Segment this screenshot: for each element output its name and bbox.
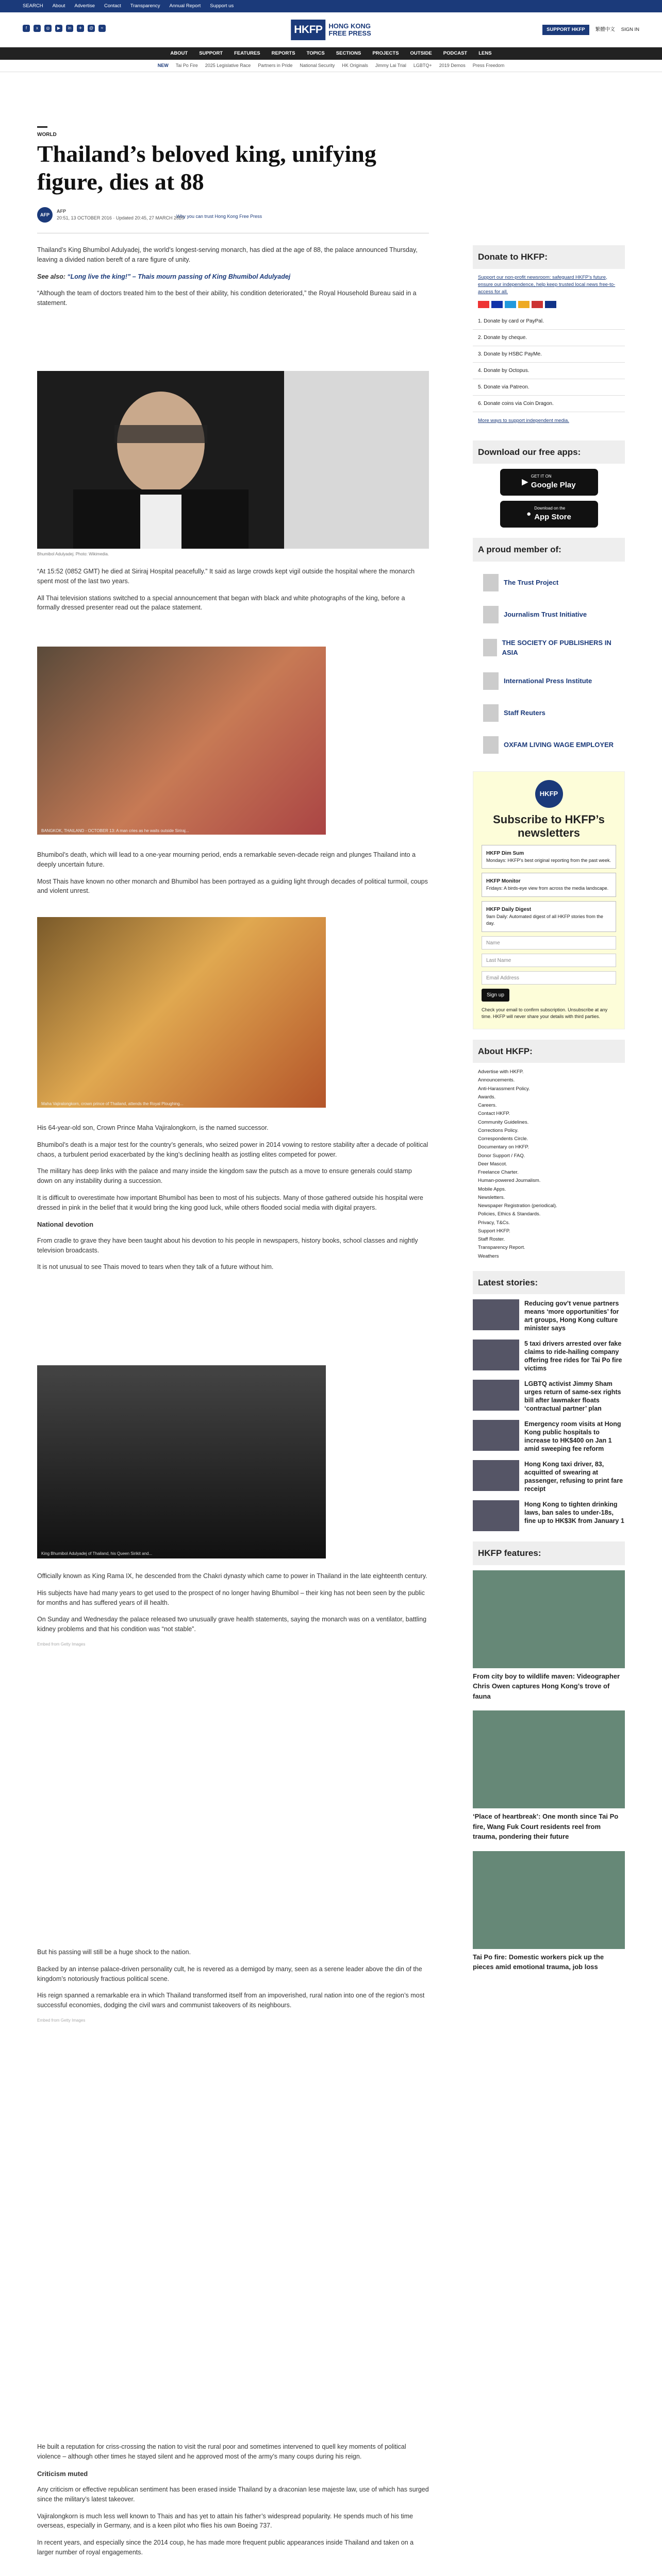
- paragraph: Vajiralongkorn is much less well known to Thais and has yet to attain his father’s widespread popularity. He spends much of his time overseas, especially in Germany, and is a keen pilot who flies his own Boeing 737.: [37, 2512, 413, 2530]
- trend-link[interactable]: National Security: [300, 62, 335, 68]
- trend-link[interactable]: Tai Po Fire: [175, 62, 198, 68]
- paragraph: He built a reputation for criss-crossing the nation to visit the rural poor and sometimes intervened to quell key moments of political violence – although other times he stayed silent and he approved most of the army’s many coups during his reign.: [37, 2443, 406, 2460]
- mastercard-icon: [478, 301, 489, 308]
- photo-caption: King Bhumibol Adulyadej of Thailand, his Queen Sirikit and...: [41, 1551, 153, 1556]
- language-link[interactable]: 繁體中文: [595, 27, 615, 32]
- member-logo[interactable]: THE SOCIETY OF PUBLISHERS IN ASIA: [473, 631, 625, 665]
- about-link[interactable]: Policies, Ethics & Standards.: [478, 1211, 541, 1217]
- article-body-5: [37, 1571, 429, 1655]
- apps-heading: Download our free apps:: [473, 440, 625, 464]
- linkedin-icon[interactable]: in: [66, 25, 73, 32]
- about-link[interactable]: Newsletters.: [478, 1194, 505, 1200]
- paragraph: All Thai television stations switched to a special announcement that began with black and white photographs of the king, before a formally dressed presenter read out the palace statement.: [37, 594, 405, 612]
- features-heading: HKFP features:: [473, 1541, 625, 1565]
- hkfp-logo-icon: HKFP: [535, 780, 563, 808]
- byline: [37, 207, 184, 223]
- site-logo[interactable]: HKFP HONG KONG FREE PRESS: [291, 20, 371, 40]
- feature-title[interactable]: ‘Place of heartbreak’: One month since Tai Po fire, Wang Fuk Court residents reel from trauma, pondering their future: [473, 1812, 619, 1841]
- support-hkfp-button[interactable]: SUPPORT HKFP: [542, 25, 589, 35]
- nav-lens[interactable]: LENS: [478, 50, 492, 56]
- paragraph: Bhumibol’s death is a major test for the country’s generals, who seized power in 2014 vowing to restore stability after a decade of political chaos, a turbulent period exacerbated by the king’s declining health as jostling elites competed for power.: [37, 1141, 428, 1158]
- main-nav: [0, 47, 662, 60]
- jcb-icon: [532, 301, 543, 308]
- paragraph: Thailand’s King Bhumibol Adulyadej, the world’s longest-serving monarch, has died at the age of 88, the palace announced Thursday, leaving a divided nation bereft of a rare figure of unity.: [37, 246, 418, 263]
- topbar-annual-report[interactable]: Annual Report: [169, 3, 201, 9]
- about-link[interactable]: Privacy, T&Cs.: [478, 1219, 510, 1226]
- about-link[interactable]: Contact HKFP.: [478, 1111, 510, 1117]
- jti-icon: [483, 606, 499, 623]
- donate-heading: Donate to HKFP:: [473, 245, 625, 269]
- donate-option[interactable]: 3. Donate by HSBC PayMe.: [473, 346, 625, 363]
- article-date: 20:51, 13 OCTOBER 2016 · Updated 20:45, 27 MARCH 2020: [57, 215, 184, 221]
- paragraph: His subjects have had many years to get used to the prospect of no longer having Bhumibol – their king has not been seen by the public for months and has suffered years of ill health.: [37, 1589, 425, 1606]
- donate-text-link[interactable]: Support our non-profit newsroom: safeguard HKFP’s future, ensure our independence, help keep trusted local news free-to-access for all.: [478, 274, 616, 295]
- paragraph: Most Thais have known no other monarch and Bhumibol has been portrayed as a guiding light through decades of political turmoil, coups and violent unrest.: [37, 877, 428, 895]
- sidebar: [473, 245, 625, 1981]
- trend-link[interactable]: 2019 Demos: [439, 62, 466, 68]
- topbar-support[interactable]: Support us: [210, 3, 234, 9]
- about-list: [473, 1068, 625, 1261]
- about-link[interactable]: Mobile Apps.: [478, 1186, 506, 1192]
- paragraph: His reign spanned a remarkable era in which Thailand transformed itself from an impoverished, rural nation into one of the region’s most successful economies, dodging the civil wars and communist takeovers of its neighbours.: [37, 1992, 425, 2009]
- nav-about[interactable]: ABOUT: [170, 50, 188, 56]
- mourner-photo: [37, 647, 326, 835]
- paragraph: “Although the team of doctors treated him to the best of their ability, his condition deteriorated,” the Royal Household Bureau said in a statement.: [37, 290, 417, 307]
- paragraph: From cradle to grave they have been taught about his devotion to his people in newspapers, history books, school classes and nightly television broadcasts.: [37, 1236, 418, 1254]
- feature-thumbnail[interactable]: [473, 1710, 625, 1808]
- payment-icons: [473, 296, 625, 313]
- name-field[interactable]: Name: [482, 936, 616, 950]
- trend-link[interactable]: Press Freedom: [472, 62, 505, 68]
- topbar-contact[interactable]: Contact: [104, 3, 121, 9]
- paragraph: “At 15:52 (0852 GMT) he died at Siriraj Hospital peacefully.” It said as large crowds kept vigil outside the hospital where the monarch spent most of the last two years.: [37, 568, 415, 585]
- trend-link[interactable]: HK Originals: [342, 62, 368, 68]
- paragraph: Backed by an intense palace-driven personality cult, he is revered as a demigod by many, seen as a serene leader above the din of the kingdom’s notoriously fractious political scene.: [37, 1965, 422, 1982]
- article-title: Thailand’s beloved king, unifying figure, dies at 88: [37, 141, 376, 195]
- paypal-icon: [545, 301, 556, 308]
- article-body-7: [37, 2442, 429, 2565]
- about-link[interactable]: Freelance Charter.: [478, 1170, 519, 1175]
- article-body-2: [37, 567, 429, 620]
- trend-link[interactable]: 2025 Legislative Race: [205, 62, 251, 68]
- feature-thumbnail[interactable]: [473, 1570, 625, 1668]
- about-link[interactable]: Newspaper Registration (periodical).: [478, 1203, 557, 1209]
- about-link[interactable]: Corrections Policy.: [478, 1127, 519, 1133]
- story-thumbnail[interactable]: [473, 1460, 519, 1491]
- about-link[interactable]: Awards.: [478, 1094, 496, 1100]
- paragraph: But his passing will still be a huge shock to the nation.: [37, 1948, 191, 1956]
- author-avatar: AFP: [37, 207, 53, 223]
- nav-support[interactable]: SUPPORT: [199, 50, 223, 56]
- photo-caption: Maha Vajiralongkorn, crown prince of Thailand, attends the Royal Ploughing...: [41, 1101, 184, 1106]
- section-heading: National devotion: [37, 1221, 94, 1229]
- about-link[interactable]: Documentary on HKFP.: [478, 1144, 529, 1150]
- member-heading: A proud member of:: [473, 538, 625, 562]
- trending-bar: [0, 60, 662, 72]
- features-list: [473, 1570, 625, 1972]
- newsletter-option[interactable]: HKFP Monitor Fridays: A birds-eye view from across the media landscape.: [482, 873, 616, 897]
- story-title[interactable]: LGBTQ activist Jimmy Sham urges return of same-sex rights bill after lawmaker floats ‘contractual partner’ plan: [524, 1380, 621, 1413]
- donate-options: [473, 313, 625, 412]
- member-logo[interactable]: OXFAM LIVING WAGE EMPLOYER: [473, 729, 625, 761]
- nav-features[interactable]: FEATURES: [234, 50, 260, 56]
- topbar-advertise[interactable]: Advertise: [74, 3, 95, 9]
- paragraph: On Sunday and Wednesday the palace released two unusually grave health statements, saying the monarch was on a ventilator, battling kidney problems and that his condition was “not stable”.: [37, 1616, 427, 1633]
- article-body-6: [37, 1947, 429, 2031]
- latest-story[interactable]: [473, 1299, 625, 1332]
- about-link[interactable]: Correspondents Circle.: [478, 1136, 528, 1142]
- threads-icon[interactable]: @: [88, 25, 95, 32]
- category-label[interactable]: WORLD: [37, 132, 57, 138]
- section-heading: Criticism muted: [37, 2469, 88, 2478]
- newsletter-box: [473, 771, 625, 1029]
- king-photo: [37, 371, 429, 549]
- trend-link[interactable]: Jimmy Lai Trial: [375, 62, 406, 68]
- sign-up-button[interactable]: Sign up: [482, 989, 509, 1002]
- more-ways-link[interactable]: More ways to support independent media.: [478, 418, 569, 424]
- about-link[interactable]: Support HKFP.: [478, 1228, 510, 1234]
- about-link[interactable]: Anti-Harassment Policy.: [478, 1086, 530, 1092]
- nav-sections[interactable]: SECTIONS: [336, 50, 361, 56]
- about-link[interactable]: Transparency Report.: [478, 1245, 525, 1251]
- embed-note[interactable]: Embed from Getty Images: [37, 2018, 86, 2023]
- youtube-icon[interactable]: ▶: [55, 25, 62, 32]
- story-title[interactable]: Hong Kong taxi driver, 83, acquitted of swearing at passenger, refusing to print fare receipt: [524, 1461, 623, 1493]
- nav-outside[interactable]: OUTSIDE: [410, 50, 432, 56]
- paragraph: Any criticism or effective republican sentiment has been erased inside Thailand by a draconian lese majeste law, use of which has surged since the military’s latest takeover.: [37, 2486, 429, 2503]
- latest-story[interactable]: [473, 1460, 625, 1493]
- donate-option[interactable]: 5. Donate via Patreon.: [473, 379, 625, 396]
- paragraph: Officially known as King Rama IX, he descended from the Chakri dynasty which came to power in Thailand in the late eighteenth century.: [37, 1572, 427, 1580]
- social-icons: [23, 25, 106, 32]
- apple-icon: ●: [526, 509, 532, 518]
- paragraph: The military has deep links with the palace and many inside the kingdom saw the putsch as a move to ensure generals could stamp down on any instability during a succession.: [37, 1167, 412, 1184]
- king-portrait-illustration: [37, 371, 285, 549]
- site-header: [0, 12, 662, 47]
- article-body-3: [37, 850, 429, 903]
- story-thumbnail[interactable]: [473, 1420, 519, 1451]
- reuters-icon: [483, 704, 499, 722]
- member-logo[interactable]: International Press Institute: [473, 665, 625, 697]
- rss-icon[interactable]: ≈: [98, 25, 106, 32]
- about-heading: About HKFP:: [473, 1040, 625, 1063]
- nav-topics[interactable]: TOPICS: [306, 50, 325, 56]
- newsletter-note: Check your email to confirm subscription. Unsubscribe at any time. HKFP will never share your details with third parties.: [482, 1007, 608, 1019]
- story-thumbnail[interactable]: [473, 1500, 519, 1531]
- newsletter-heading: Subscribe to HKFP’s newsletters: [493, 812, 605, 839]
- trending-label: NEW: [157, 62, 169, 68]
- trust-link[interactable]: Why you can trust Hong Kong Free Press: [176, 214, 262, 219]
- crown-prince-photo: [37, 917, 326, 1108]
- author-name[interactable]: AFP: [57, 208, 66, 214]
- paragraph: In recent years, and especially since the 2014 coup, he has made more frequent public appearances inside Thailand and taken on a larger number of royal engagements.: [37, 2539, 414, 2556]
- email-field[interactable]: Email Address: [482, 971, 616, 985]
- about-link[interactable]: Weathers: [478, 1253, 499, 1259]
- about-link[interactable]: Deer Mascot.: [478, 1161, 507, 1167]
- story-thumbnail[interactable]: [473, 1340, 519, 1370]
- topbar-about[interactable]: About: [52, 3, 65, 9]
- sign-in-link[interactable]: SIGN IN: [621, 27, 639, 32]
- google-play-button[interactable]: ▶ GET IT ON Google Play: [500, 469, 598, 496]
- royal-couple-photo: [37, 1365, 326, 1558]
- paragraph: It is not unusual to see Thais moved to tears when they talk of a future without him.: [37, 1263, 274, 1271]
- oxfam-icon: [483, 736, 499, 754]
- amex-icon: [505, 301, 516, 308]
- latest-heading: Latest stories:: [473, 1271, 625, 1295]
- about-link[interactable]: Community Guidelines.: [478, 1119, 529, 1125]
- member-logo[interactable]: The Trust Project: [473, 567, 625, 599]
- app-store-button[interactable]: ● Download on the App Store: [500, 501, 598, 528]
- photo-caption: Bhumibol Adulyadej. Photo: Wikimedia.: [37, 552, 109, 556]
- member-logo[interactable]: Journalism Trust Initiative: [473, 599, 625, 631]
- about-link[interactable]: Careers.: [478, 1103, 497, 1108]
- about-link[interactable]: Advertise with HKFP.: [478, 1069, 524, 1075]
- story-title[interactable]: Hong Kong to tighten drinking laws, ban sales to under-18s, fine up to HK$3K from January 1: [524, 1501, 624, 1525]
- member-logo[interactable]: Staff Reuters: [473, 697, 625, 729]
- unionpay-icon: [518, 301, 529, 308]
- newsletter-option[interactable]: HKFP Daily Digest 9am Daily: Automated digest of all HKFP stories from the day.: [482, 901, 616, 932]
- facebook-icon[interactable]: f: [23, 25, 30, 32]
- nav-projects[interactable]: PROJECTS: [372, 50, 399, 56]
- trend-link[interactable]: LGBTQ+: [413, 62, 432, 68]
- latest-story[interactable]: [473, 1420, 625, 1453]
- newsletter-option[interactable]: HKFP Dim Sum Mondays: HKFP’s best original reporting from the past week.: [482, 845, 616, 869]
- story-thumbnail[interactable]: [473, 1380, 519, 1411]
- story-title[interactable]: Emergency room visits at Hong Kong public hospitals to increase to HK$400 on Jan 1 amid sweeping fee reform: [524, 1420, 621, 1453]
- latest-story[interactable]: [473, 1340, 625, 1372]
- story-title[interactable]: 5 taxi drivers arrested over fake claims to ride-hailing company offering free rides for Tai Po fire victims: [524, 1340, 622, 1372]
- topbar-transparency[interactable]: Transparency: [130, 3, 160, 9]
- embed-note[interactable]: Embed from Getty Images: [37, 1641, 86, 1647]
- paragraph: Bhumibol’s death, which will lead to a one-year mourning period, ends a remarkable seven-decade reign and plunges Thailand into a deeply uncertain future.: [37, 851, 416, 868]
- paragraph: His 64-year-old son, Crown Prince Maha Vajiralongkorn, is the named successor.: [37, 1124, 269, 1131]
- story-thumbnail[interactable]: [473, 1299, 519, 1330]
- ipi-icon: [483, 672, 499, 690]
- about-link[interactable]: Announcements.: [478, 1077, 515, 1083]
- donate-option[interactable]: 1. Donate by card or PayPal.: [473, 313, 625, 330]
- feature-title[interactable]: Tai Po fire: Domestic workers pick up the pieces amid emotional trauma, job loss: [473, 1953, 604, 1971]
- topbar-search[interactable]: SEARCH: [23, 3, 43, 9]
- story-title[interactable]: Reducing gov’t venue partners means ‘more opportunities’ for art groups, Hong Kong culture minister says: [524, 1300, 619, 1332]
- latest-story[interactable]: [473, 1500, 625, 1531]
- google-play-icon: ▶: [522, 477, 528, 486]
- latest-story[interactable]: [473, 1380, 625, 1413]
- last-name-field[interactable]: Last Name: [482, 954, 616, 967]
- paragraph: It is difficult to overestimate how important Bhumibol has been to most of his subjects. Many of those gathered outside his hospital were dressed in pink in the belief that it would bring the king good luck, while others flooded social media with digital prayers.: [37, 1194, 423, 1211]
- telegram-icon[interactable]: ✈: [77, 25, 84, 32]
- about-link[interactable]: Human-powered Journalism.: [478, 1178, 541, 1184]
- nav-podcast[interactable]: PODCAST: [443, 50, 468, 56]
- top-utility-bar: [0, 0, 662, 12]
- visa-icon: [491, 301, 503, 308]
- page-container: [37, 72, 625, 2576]
- instagram-icon[interactable]: ◎: [44, 25, 52, 32]
- trend-link[interactable]: Partners in Pride: [258, 62, 293, 68]
- twitter-icon[interactable]: x: [34, 25, 41, 32]
- donate-option[interactable]: 6. Donate coins via Coin Dragon.: [473, 396, 625, 412]
- photo-caption: BANGKOK, THAILAND - OCTOBER 13: A man cries as he waits outside Siriraj...: [41, 828, 189, 833]
- donate-option[interactable]: 4. Donate by Octopus.: [473, 363, 625, 379]
- see-also: See also: “Long live the king!” – Thais mourn passing of King Bhumibol Adulyadej: [37, 273, 291, 280]
- donate-option[interactable]: 2. Donate by cheque.: [473, 330, 625, 346]
- trust-project-icon: [483, 574, 499, 591]
- category-bar: [37, 126, 47, 128]
- feature-title[interactable]: From city boy to wildlife maven: Videographer Chris Owen captures Hong Kong’s trove of fauna: [473, 1672, 620, 1700]
- about-link[interactable]: Staff Roster.: [478, 1236, 505, 1242]
- feature-thumbnail[interactable]: [473, 1851, 625, 1949]
- latest-list: [473, 1299, 625, 1531]
- article-body-1: [37, 245, 429, 315]
- nav-reports[interactable]: REPORTS: [271, 50, 295, 56]
- see-also-link[interactable]: “Long live the king!” – Thais mourn passing of King Bhumibol Adulyadej: [67, 273, 291, 280]
- article-body-4: [37, 1123, 429, 1279]
- sopa-icon: [483, 639, 497, 656]
- about-link[interactable]: Donor Support / FAQ.: [478, 1153, 525, 1159]
